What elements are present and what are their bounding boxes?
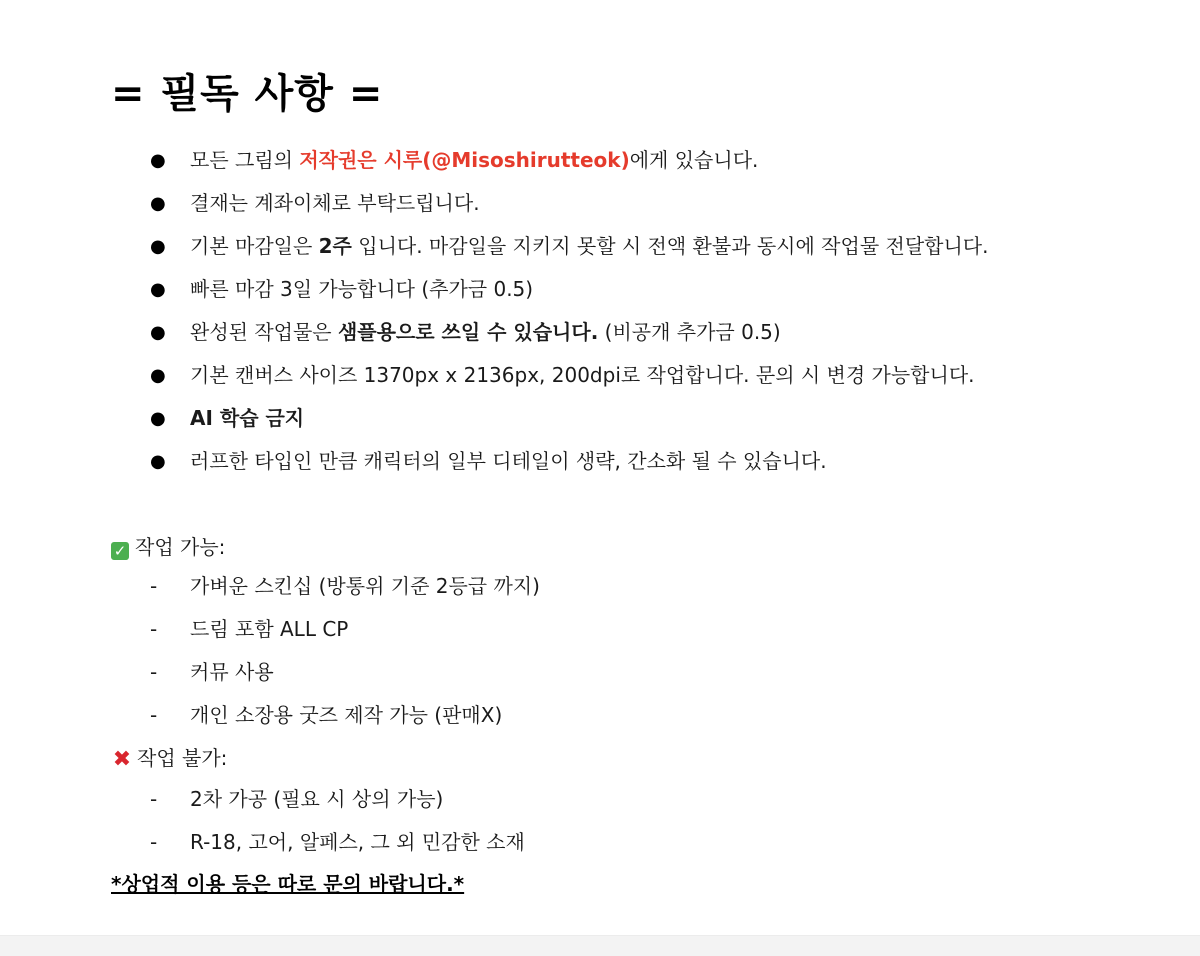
dash-marker: - (150, 617, 158, 641)
rule-text (190, 311, 781, 354)
dash-marker: - (150, 574, 158, 598)
rule-text-segment: (비공개 추가금 0.5) (598, 320, 781, 344)
cross-mark-icon: ✖ (112, 747, 132, 772)
dash-marker: - (150, 787, 158, 811)
rule-text-segment: 빠른 마감 3일 가능합니다 (추가금 0.5) (190, 277, 534, 301)
rule-text-segment: 기본 마감일은 (190, 234, 319, 258)
allowed-heading (111, 526, 225, 569)
rule-text (190, 139, 758, 182)
dash-marker: - (150, 830, 158, 854)
rule-text-segment: 저작권은 시루(@Misoshirutteok) (299, 148, 630, 172)
rule-text-segment: 결재는 계좌이체로 부탁드립니다. (190, 191, 480, 215)
rule-text-segment: 모든 그림의 (190, 148, 300, 172)
rule-text (190, 397, 304, 440)
page-bottom-edge (0, 935, 1200, 956)
rule-text (190, 225, 988, 268)
forbidden-item-text: R-18, 고어, 알페스, 그 외 민감한 소재 (190, 830, 525, 854)
rule-text-segment: AI 학습 금지 (190, 406, 305, 430)
rule-text (190, 354, 975, 397)
bullet-icon: ● (150, 408, 166, 429)
footer-note: *상업적 이용 등은 따로 문의 바랍니다.* (111, 872, 465, 896)
rule-text (190, 268, 533, 311)
bullet-icon: ● (150, 365, 166, 386)
bullet-icon: ● (150, 451, 166, 472)
forbidden-heading (111, 737, 227, 780)
rule-text-segment: 러프한 타입인 만큼 캐릭터의 일부 디테일이 생략, 간소화 될 수 있습니다. (190, 449, 827, 473)
page-title: = 필독 사항 = (111, 71, 384, 117)
rule-text-segment: 샘플용으로 쓰일 수 있습니다. (337, 320, 599, 344)
dash-marker: - (150, 660, 158, 684)
rule-text-segment: 에게 있습니다. (629, 148, 759, 172)
bullet-icon: ● (150, 193, 166, 214)
rule-text-segment: 완성된 작업물은 (190, 320, 338, 344)
allowed-item-text: 드림 포함 ALL CP (190, 617, 349, 641)
rule-text-segment: 기본 캔버스 사이즈 1370px x 2136px, 200dpi로 작업합니다. 문의 시 변경 가능합니다. (190, 363, 975, 387)
rule-text-segment: 2주 (318, 234, 352, 258)
bullet-icon: ● (150, 236, 166, 257)
check-mark-button-icon: ✓ (111, 542, 129, 560)
forbidden-heading-label: 작업 불가: (137, 746, 228, 770)
rule-text-segment: 입니다. 마감일을 지키지 못할 시 전액 환불과 동시에 작업물 전달합니다. (351, 234, 989, 258)
bullet-icon: ● (150, 279, 166, 300)
allowed-item-text: 가벼운 스킨십 (방통위 기준 2등급 까지) (190, 574, 540, 598)
allowed-item-text: 커뮤 사용 (190, 660, 274, 684)
dash-marker: - (150, 703, 158, 727)
bullet-icon: ● (150, 322, 166, 343)
allowed-heading-label: 작업 가능: (135, 535, 226, 559)
forbidden-item-text: 2차 가공 (필요 시 상의 가능) (190, 787, 444, 811)
rule-text (190, 182, 480, 225)
bullet-icon: ● (150, 150, 166, 171)
rule-text (190, 440, 827, 483)
allowed-item-text: 개인 소장용 굿즈 제작 가능 (판매X) (190, 703, 503, 727)
